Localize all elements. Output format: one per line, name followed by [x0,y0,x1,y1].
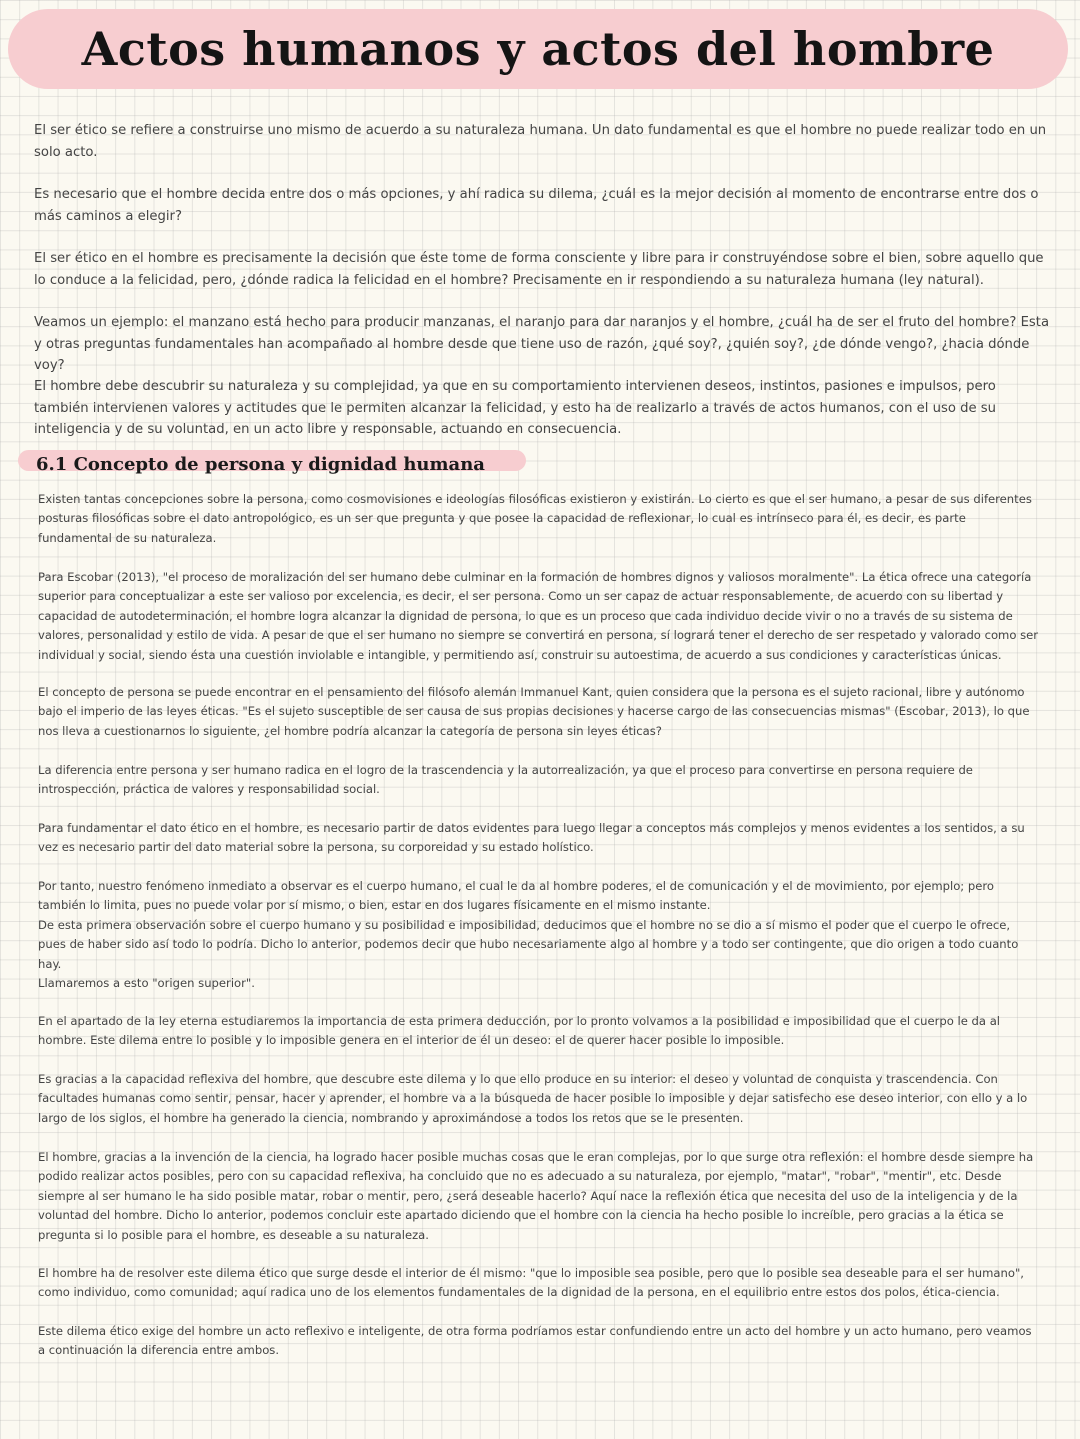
intro-paragraph: El ser ético se refiere a construirse uno mismo de acuerdo a su naturaleza humana. Un dato fundamental es que el hombre no puede realizar todo en un solo acto. [34,123,1047,160]
section-paragraph: Por tanto, nuestro fenómeno inmediato a observar es el cuerpo humano, el cual le da al hombre poderes, el de comunicación y el de movimiento, por ejemplo; pero también lo limita, pues no puede volar por sí mismo, o bien, estar en dos lugares físicamente en el mismo instante. De esta primera observación sobre el cuerpo humano y su posibilidad e imposibilidad, deducimos que el hombre no se dio a sí mismo el poder que el cuerpo le ofrece, pues de haber sido así todo lo podría. Dicho lo anterior, podemos decir que hubo necesariamente algo al hombre y a todo ser contingente, que dio origen a todo cuanto hay. Llamaremos a esto "origen superior". [38,879,1019,991]
section-paragraph: Es gracias a la capacidad reflexiva del hombre, que descubre este dilema y lo que ello produce en su interior: el deseo y voluntad de conquista y trascendencia. Con facultades humanas como sentir, pensar, hacer y aprender, el hombre va a la búsqueda de hacer posible lo imposible y dejar satisfecho ese deseo interior, con ello y a lo largo de los siglos, el hombre ha generado la ciencia, nombrando y aproximándose a todos los retos que se le presenten. [38,1072,1028,1125]
section-paragraph: El concepto de persona se puede encontrar en el pensamiento del filósofo alemán Immanuel Kant, quien considera que la persona es el sujeto racional, libre y autónomo bajo el imperio de las leyes éticas. "Es el sujeto susceptible de ser causa de sus propias decisiones y hacerse cargo de las consecuencias mismas" (Escobar, 2013), lo que nos lleva a cuestionarnos lo siguiente, ¿el hombre podría alcanzar la categoría de persona sin leyes éticas? [38,685,1030,738]
section-paragraph: La diferencia entre persona y ser humano radica en el logro de la trascendencia y la autorrealización, ya que el proceso para convertirse en persona requiere de introspección, práctica de valores y responsabilidad social. [38,763,973,797]
section-paragraph: Para Escobar (2013), "el proceso de moralización del ser humano debe culminar en la formación de hombres dignos y valiosos moralmente". La ética ofrece una categoría superior para conceptualizar a este ser valioso por excelencia, es decir, el ser persona. Como un ser capaz de actuar responsablemente, de acuerdo con su libertad y capacidad de autodeterminación, el hombre logra alcanzar la dignidad de persona, lo que es un proceso que cada individuo decide vivir o no a través de su sistema de valores, personalidad y estilo de vida. A pesar de que el ser humano no siempre se convertirá en persona, sí logrará tener el derecho de ser respetado y valorado como ser individual y social, siendo ésta una cuestión inviolable e intangible, y permitiendo así, construir su autoestima, de acuerdo a sus condiciones y características únicas. [38,570,1039,662]
section-heading: 6.1 Concepto de persona y dignidad humana [36,454,485,475]
section-paragraph: El hombre, gracias a la invención de la ciencia, ha logrado hacer posible muchas cosas que le eran complejas, por lo que surge otra reflexión: el hombre desde siempre ha podido realizar actos posibles, pero con su capacidad reflexiva, ha concluido que no es adecuado a su naturaleza, por ejemplo, "matar", "robar", "mentir", etc. Desde siempre al ser humano le ha sido posible matar, robar o mentir, pero, ¿será deseable hacerlo? Aquí nace la reflexión ética que necesita del uso de la inteligencia y de la voluntad del hombre. Dicho lo anterior, podemos concluir este apartado diciendo que el hombre con la ciencia ha hecho posible lo increíble, pero gracias a la ética se pregunta si lo posible para el hombre, es deseable a su naturaleza. [38,1150,1034,1242]
section-paragraph: En el apartado de la ley eterna estudiaremos la importancia de esta primera deducción, por lo pronto volvamos a la posibilidad e imposibilidad que el cuerpo le da al hombre. Este dilema entre lo posible y lo imposible genera en el interior de él un deseo: el de querer hacer posible lo imposible. [38,1014,1001,1048]
section-paragraph: El hombre ha de resolver este dilema ético que surge desde el interior de él mismo: "que lo imposible sea posible, pero que lo posible sea deseable para el ser humano", como individuo, como comunidad; aquí radica uno de los elementos fundamentales de la dignidad de la persona, en el equilibrio entre estos dos polos, ética-ciencia. [38,1266,1024,1300]
page-title: Actos humanos y actos del hombre [81,22,995,76]
intro-paragraph: Veamos un ejemplo: el manzano está hecho para producir manzanas, el naranjo para dar naranjos y el hombre, ¿cuál ha de ser el fruto del hombre? Esta y otras preguntas fundamentales han acompañado al hombre desde que tiene uso de razón, ¿qué soy?, ¿quién soy?, ¿de dónde vengo?, ¿hacia dónde voy? [34,315,1050,373]
section-paragraph: Este dilema ético exige del hombre un acto reflexivo e inteligente, de otra forma podríamos estar confundiendo entre un acto del hombre y un acto humano, pero veamos a continuación la diferencia entre ambos. [38,1324,1032,1358]
section-paragraph: Para fundamentar el dato ético en el hombre, es necesario partir de datos evidentes para luego llegar a conceptos más complejos y menos evidentes a los sentidos, a su vez es necesario partir del dato material sobre la persona, su corporeidad y su estado holístico. [38,821,1025,855]
intro-paragraph: Es necesario que el hombre decida entre dos o más opciones, y ahí radica su dilema, ¿cuál es la mejor decisión al momento de encontrarse entre dos o más caminos a elegir? [34,187,1039,224]
intro-paragraph: El ser ético en el hombre es precisamente la decisión que éste tome de forma consciente y libre para ir construyéndose sobre el bien, sobre aquello que lo conduce a la felicidad, pero, ¿dónde radica la felicidad en el hombre? Precisamente en ir respondiendo a su naturaleza humana (ley natural). [34,251,1044,288]
section-paragraph: Existen tantas concepciones sobre la persona, como cosmovisiones e ideologías filosóficas existieron y existirán. Lo cierto es que el ser humano, a pesar de sus diferentes posturas filosóficas sobre el dato antropológico, es un ser que pregunta y que posee la capacidad de reflexionar, lo cual es intrínseco para él, es decir, es parte fundamental de su naturaleza. [38,492,1032,545]
intro-paragraph: El hombre debe descubrir su naturaleza y su complejidad, ya que en su comportamiento intervienen deseos, instintos, pasiones e impulsos, pero también intervienen valores y actitudes que le permiten alcanzar la felicidad, y esto ha de realizarlo a través de actos humanos, con el uso de su inteligencia y de su voluntad, en un acto libre y responsable, actuando en consecuencia. [34,379,997,437]
